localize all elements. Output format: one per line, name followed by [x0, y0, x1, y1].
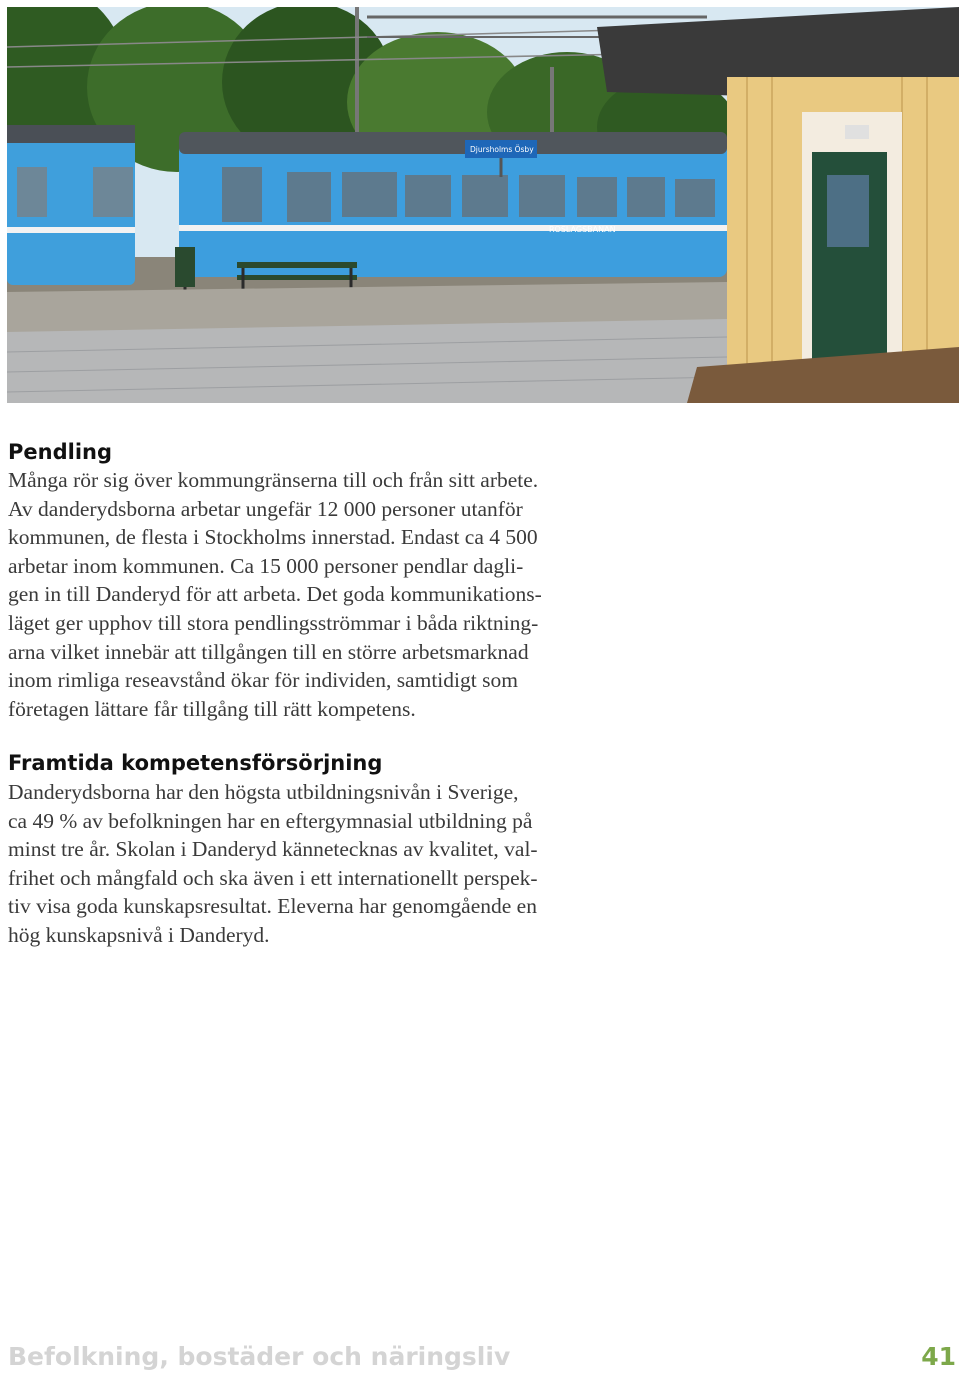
station-sign-text: Djursholms Ösby — [470, 145, 534, 154]
train-livery-text: ROSLAGSBANAN — [549, 225, 616, 234]
section-heading-pendling: Pendling — [8, 440, 112, 464]
station-photo — [7, 7, 959, 403]
text-line: gen in till Danderyd för att arbeta. Det goda kommunikations- — [8, 582, 542, 607]
text-line: läget ger upphov till stora pendlingsströmmar i båda riktning- — [8, 610, 539, 635]
text-line: arbetar inom kommunen. Ca 15 000 personer pendlar dagli- — [8, 553, 524, 578]
text-line: hög kunskapsnivå i Danderyd. — [8, 922, 270, 947]
text-line: inom rimliga reseavstånd ökar för individen, samtidigt som — [8, 668, 518, 693]
section-body-framtida — [8, 778, 538, 950]
text-line: minst tre år. Skolan i Danderyd kännetecknas av kvalitet, val- — [8, 837, 538, 862]
text-line: kommunen, de flesta i Stockholms innerstad. Endast ca 4 500 — [8, 525, 538, 550]
text-line: arna vilket innebär att tillgången till en större arbetsmarknad — [8, 639, 529, 664]
text-line: Många rör sig över kommungränserna till och från sitt arbete. — [8, 468, 539, 492]
train-station-illustration — [7, 7, 959, 403]
text-line: Av danderydsborna arbetar ungefär 12 000 personer utanför — [8, 496, 523, 521]
footer-title: Befolkning, bostäder och näringsliv — [8, 1342, 511, 1371]
text-line: tiv visa goda kunskapsresultat. Eleverna har genomgående en — [8, 894, 537, 919]
page-number: 41 — [921, 1342, 956, 1371]
section-body-pendling — [8, 466, 542, 723]
text-line: frihet och mångfald och ska även i ett internationellt perspek- — [8, 865, 538, 890]
text-line: företagen lättare får tillgång till rätt kompetens. — [8, 696, 416, 721]
section-heading-framtida: Framtida kompetensförsörjning — [8, 751, 383, 775]
text-line: Danderydsborna har den högsta utbildningsnivån i Sverige, — [8, 780, 519, 804]
text-line: ca 49 % av befolkningen har en eftergymnasial utbildning på — [8, 808, 533, 833]
